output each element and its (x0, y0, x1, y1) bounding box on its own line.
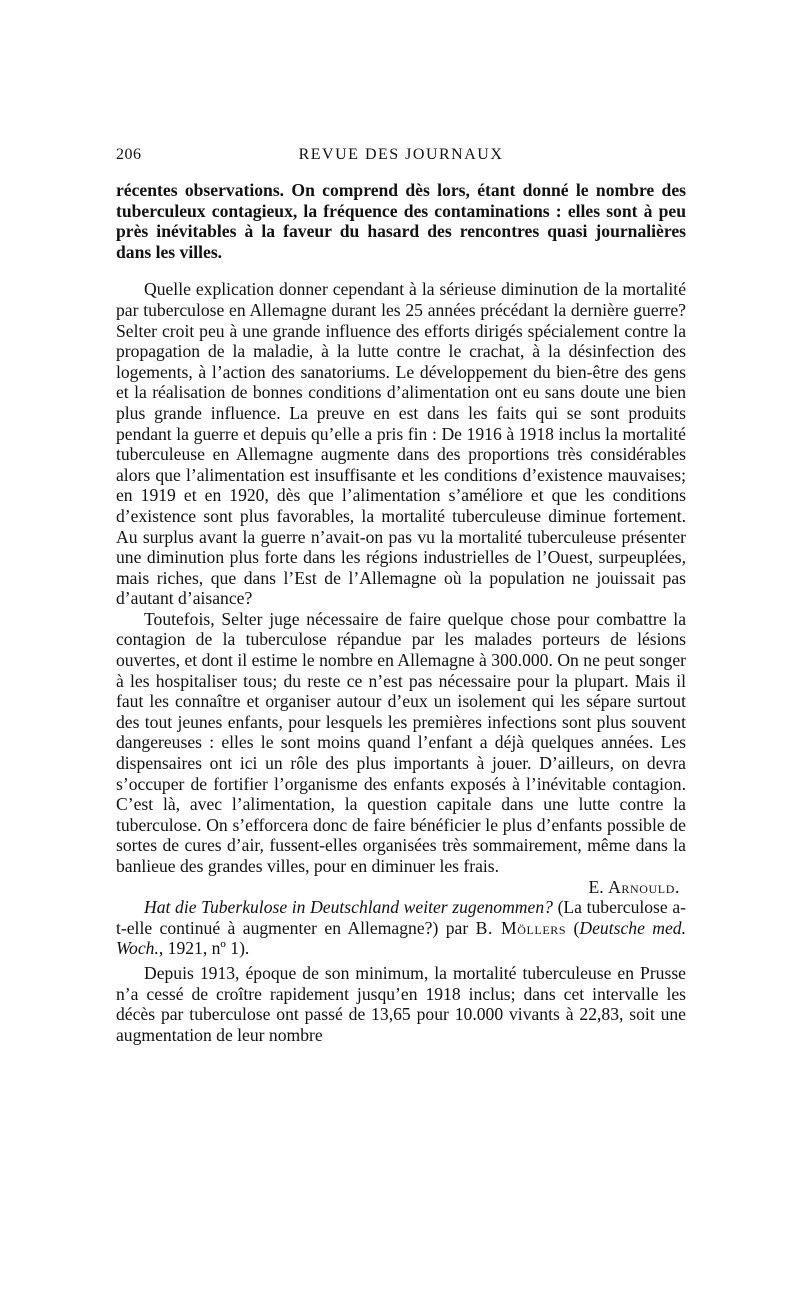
signature-name: Arnould. (608, 876, 680, 897)
review-citation: , 1921, nº 1). (158, 938, 250, 959)
paragraph-continuation: récentes observations. On comprend dès lors, étant donné le nombre des tuberculeux contagieux, la fréquence des contaminations : elles sont à peu près inévitables à la faveur du hasard des rencontres quasi journalières dans les villes. (116, 180, 686, 262)
body-text (116, 180, 686, 1045)
review-heading: Hat die Tuberkulose in Deutschland weiter zugenommen? (La tuberculose a-t-elle continué à augmenter en Allemagne?) par B. Möllers (Deutsche med. Woch., 1921, nº 1). (116, 897, 687, 959)
document-page (116, 0, 686, 1304)
signature-initial: E. (588, 876, 604, 897)
paragraph-selter-measures: Toutefois, Selter juge nécessaire de faire quelque chose pour combattre la contagion de la tuberculose répandue par les malades porteurs de lésions ouvertes, et dont il estime le nombre en Allemagne à 300.000. On ne peut songer à les hospitaliser tous; du reste ce n’est pas nécessaire pour la plupart. Mais il faut les connaître et organiser autour d’eux un isolement qui les sépare surtout des tout jeunes enfants, pour lesquels les premières infections sont plus souvent dangereuses : elles le sont moins quand l’enfant a déjà quelques années. Les dispensaires ont ici un rôle des plus importants à jouer. D’ailleurs, on devra s’occuper de fortifier l’organisme des enfants exposés à l’inévitable contagion. C’est là, avec l’alimentation, la question capitale dans une lutte contre la tuberculose. On s’efforcera donc de faire bénéficier le plus d’enfants possible de sortes de cures d’air, fussent-elles organisées très sommairement, même dans la banlieue des grandes villes, pour en diminuer les frais. (116, 608, 686, 876)
review-title-translation: (La tuberculose a-t-elle continué à augmenter en Allemagne?) par (116, 897, 686, 938)
page-number: 206 (116, 146, 142, 163)
signature (116, 877, 686, 898)
review-journal: Deutsche med. Woch. (116, 917, 687, 959)
review-author: B. Möllers (475, 917, 567, 938)
running-title: REVUE DES JOURNAUX (298, 146, 504, 163)
page-header (116, 146, 686, 170)
paragraph-explanation: Quelle explication donner cependant à la sérieuse diminution de la mortalité par tuberculose en Allemagne durant les 25 années précédant la dernière guerre? Selter croit peu à une grande influence des efforts dirigés spécialement contre la propagation de la maladie, à la lutte contre le crachat, à la désinfection des logements, à l’action des sanatoriums. Le développement du bien-être des gens et la réalisation de bonnes conditions d’alimentation ont eu sans doute une bien plus grande influence. La preuve en est dans les faits qui se sont produits pendant la guerre et depuis qu’elle a pris fin : De 1916 à 1918 inclus la mortalité tuberculeuse en Allemagne augmente dans des proportions très considérables alors que l’alimentation est insuffisante et les conditions d’existence mauvaises; en 1919 et en 1920, dès que l’alimentation s’améliore et que les conditions d’existence sont plus favorables, la mortalité tuberculeuse diminue fortement. Au surplus avant la guerre n’avait-on pas vu la mortalité tuberculeuse présenter une diminution plus forte dans les régions industrielles de l’Ouest, surpeuplées, mais riches, que dans l’Est de l’Allemagne où la population ne jouissait pas d’autant d’aisance? (116, 279, 686, 609)
paragraph-prussia: Depuis 1913, époque de son minimum, la mortalité tuberculeuse en Prusse n’a cessé de croître rapidement jusqu’en 1918 inclus; dans cet intervalle les décès par tuberculose ont passé de 13,65 pour 10.000 vivants à 22,83, soit une augmentation de leur nombre (116, 962, 686, 1045)
review-title-german: Hat die Tuberkulose in Deutschland weiter zugenommen? (144, 897, 553, 918)
